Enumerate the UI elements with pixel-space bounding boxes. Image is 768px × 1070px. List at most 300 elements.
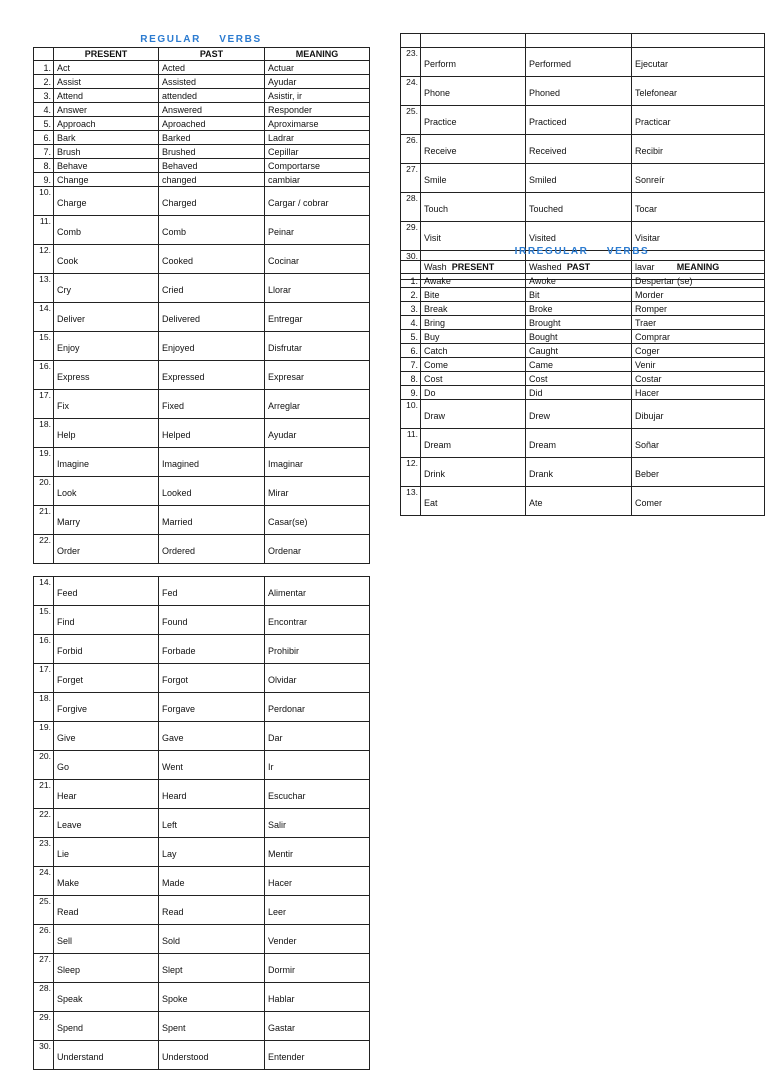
table-row (401, 372, 765, 386)
verb-past: Washed (526, 251, 632, 280)
verb-number: 4. (401, 316, 421, 330)
verb-meaning: Alimentar (265, 577, 370, 606)
verb-past: Behaved (159, 159, 265, 173)
verb-past: Helped (159, 419, 265, 448)
verb-number: 5. (401, 330, 421, 344)
table-row (34, 216, 370, 245)
verb-present: Buy (421, 330, 526, 344)
verb-meaning: Morder (632, 288, 765, 302)
table-row (34, 577, 370, 606)
header-meaning (632, 34, 765, 48)
verb-meaning: Traer (632, 316, 765, 330)
verb-number: 26. (401, 135, 421, 164)
verb-number: 19. (34, 722, 54, 751)
verb-past: Read (159, 896, 265, 925)
verb-number: 11. (34, 216, 54, 245)
verb-present: Find (54, 606, 159, 635)
verb-meaning: Practicar (632, 106, 765, 135)
header-present: PRESENT (421, 261, 526, 274)
verb-number: 25. (401, 106, 421, 135)
verb-number: 29. (401, 222, 421, 251)
table-row (401, 344, 765, 358)
verb-past: Phoned (526, 77, 632, 106)
regular-verbs-title: REGULAR VERBS (140, 34, 262, 45)
table-header-row (401, 34, 765, 48)
verb-number: 26. (34, 925, 54, 954)
verb-number: 1. (34, 61, 54, 75)
verb-present: Catch (421, 344, 526, 358)
table-row (34, 159, 370, 173)
verb-meaning: Comportarse (265, 159, 370, 173)
verb-present: Break (421, 302, 526, 316)
verb-past: Drank (526, 458, 632, 487)
verb-present: Enjoy (54, 332, 159, 361)
verb-number: 15. (34, 606, 54, 635)
table-row (34, 187, 370, 216)
verb-meaning: Mirar (265, 477, 370, 506)
verb-past: Comb (159, 216, 265, 245)
verb-meaning: Salir (265, 809, 370, 838)
verb-present: Speak (54, 983, 159, 1012)
verb-number: 30. (401, 251, 421, 280)
verb-past: Cried (159, 274, 265, 303)
verb-number: 16. (34, 361, 54, 390)
table-header-row (401, 261, 765, 274)
verb-past: Brought (526, 316, 632, 330)
verb-present: Go (54, 751, 159, 780)
verb-number: 9. (401, 386, 421, 400)
table-row (34, 477, 370, 506)
table-header-row (34, 48, 370, 61)
verb-number: 29. (34, 1012, 54, 1041)
verb-meaning: Entender (265, 1041, 370, 1070)
regular-verbs-table (33, 47, 370, 564)
verb-past: Found (159, 606, 265, 635)
verb-meaning: Encontrar (265, 606, 370, 635)
verb-number: 7. (401, 358, 421, 372)
verb-number: 19. (34, 448, 54, 477)
verb-meaning: Mentir (265, 838, 370, 867)
verb-present: Do (421, 386, 526, 400)
verb-past: Spent (159, 1012, 265, 1041)
table-row (34, 361, 370, 390)
verb-meaning: Responder (265, 103, 370, 117)
table-row (34, 664, 370, 693)
verb-past: Gave (159, 722, 265, 751)
verb-meaning: Aproximarse (265, 117, 370, 131)
verb-past: Bit (526, 288, 632, 302)
verb-meaning: Ladrar (265, 131, 370, 145)
verb-present: Behave (54, 159, 159, 173)
verb-past: Went (159, 751, 265, 780)
verb-past: Fixed (159, 390, 265, 419)
verb-meaning: Sonreír (632, 164, 765, 193)
verb-meaning: Ir (265, 751, 370, 780)
verb-meaning: Peinar (265, 216, 370, 245)
verb-number: 17. (34, 390, 54, 419)
verb-number: 13. (34, 274, 54, 303)
verb-present: Receive (421, 135, 526, 164)
header-present: PRESENT (54, 48, 159, 61)
table-row (401, 135, 765, 164)
table-row (34, 780, 370, 809)
verb-present: Help (54, 419, 159, 448)
verb-past: Did (526, 386, 632, 400)
header-past: PAST (526, 261, 632, 274)
verb-meaning: Hablar (265, 983, 370, 1012)
verb-number: 12. (34, 245, 54, 274)
verb-past: Left (159, 809, 265, 838)
table-row (34, 535, 370, 564)
table-row (34, 693, 370, 722)
table-row (34, 867, 370, 896)
verb-number: 20. (34, 477, 54, 506)
verb-past: Fed (159, 577, 265, 606)
verb-number: 1. (401, 274, 421, 288)
verb-present: Bark (54, 131, 159, 145)
table-row (34, 419, 370, 448)
table-row (401, 386, 765, 400)
verb-present: Sell (54, 925, 159, 954)
verb-past: Touched (526, 193, 632, 222)
table-row (34, 103, 370, 117)
verb-present: Spend (54, 1012, 159, 1041)
verb-present: Eat (421, 487, 526, 516)
verb-number: 10. (34, 187, 54, 216)
verb-meaning: Hacer (265, 867, 370, 896)
verb-past: Aproached (159, 117, 265, 131)
table-row (34, 173, 370, 187)
verb-past: Ate (526, 487, 632, 516)
verb-meaning: Ordenar (265, 535, 370, 564)
table-row (401, 302, 765, 316)
table-row (34, 983, 370, 1012)
verb-meaning: Perdonar (265, 693, 370, 722)
table-row (401, 316, 765, 330)
verb-past: Forbade (159, 635, 265, 664)
table-row (34, 117, 370, 131)
table-row (34, 635, 370, 664)
verb-past: Forgave (159, 693, 265, 722)
verb-number: 16. (34, 635, 54, 664)
header-meaning: MEANING (265, 48, 370, 61)
verb-number: 28. (401, 193, 421, 222)
table-row (34, 303, 370, 332)
verb-past: Drew (526, 400, 632, 429)
verb-past: Forgot (159, 664, 265, 693)
verb-meaning: Arreglar (265, 390, 370, 419)
verb-meaning: Romper (632, 302, 765, 316)
verb-present: Come (421, 358, 526, 372)
table-row (34, 274, 370, 303)
verb-meaning: Comprar (632, 330, 765, 344)
verb-meaning: Leer (265, 896, 370, 925)
verb-meaning: Ayudar (265, 419, 370, 448)
verb-meaning: Olvidar (265, 664, 370, 693)
verb-number: 21. (34, 506, 54, 535)
verb-present: Bite (421, 288, 526, 302)
table-row (401, 48, 765, 77)
verb-present: Approach (54, 117, 159, 131)
verb-meaning: Costar (632, 372, 765, 386)
verb-present: Bring (421, 316, 526, 330)
verb-meaning: Cargar / cobrar (265, 187, 370, 216)
table-row (34, 61, 370, 75)
verb-number: 24. (34, 867, 54, 896)
verb-meaning: Telefonear (632, 77, 765, 106)
verb-past: Charged (159, 187, 265, 216)
table-row (401, 330, 765, 344)
table-row (401, 106, 765, 135)
verb-past: Cost (526, 372, 632, 386)
verb-meaning: Hacer (632, 386, 765, 400)
verb-present: Act (54, 61, 159, 75)
verb-present: Forgive (54, 693, 159, 722)
verb-number: 8. (401, 372, 421, 386)
verb-past: Heard (159, 780, 265, 809)
table-row (34, 145, 370, 159)
verb-number: 25. (34, 896, 54, 925)
verb-number: 10. (401, 400, 421, 429)
table-row (401, 274, 765, 288)
verb-meaning: Recibir (632, 135, 765, 164)
verb-past: Performed (526, 48, 632, 77)
verb-present: Perform (421, 48, 526, 77)
verb-past: Expressed (159, 361, 265, 390)
table-row (34, 131, 370, 145)
verb-past: Assisted (159, 75, 265, 89)
verb-present: Change (54, 173, 159, 187)
header-number (34, 48, 54, 61)
verb-present: Marry (54, 506, 159, 535)
verb-number: 4. (34, 103, 54, 117)
header-present (421, 34, 526, 48)
header-past: PAST (159, 48, 265, 61)
table-row (401, 429, 765, 458)
verb-past: Cooked (159, 245, 265, 274)
table-row (401, 358, 765, 372)
table-row (34, 390, 370, 419)
verb-present: Look (54, 477, 159, 506)
header-number (401, 34, 421, 48)
verb-present: Visit (421, 222, 526, 251)
verb-past: Bought (526, 330, 632, 344)
verb-meaning: Despertar (se) (632, 274, 765, 288)
verb-meaning: cambiar (265, 173, 370, 187)
verb-present: Order (54, 535, 159, 564)
table-row (34, 245, 370, 274)
verb-past: changed (159, 173, 265, 187)
verb-number: 5. (34, 117, 54, 131)
verb-number: 3. (34, 89, 54, 103)
verb-past: Lay (159, 838, 265, 867)
verb-number: 2. (401, 288, 421, 302)
table-row (34, 332, 370, 361)
verb-present: Attend (54, 89, 159, 103)
verb-meaning: Venir (632, 358, 765, 372)
verb-present: Cry (54, 274, 159, 303)
verb-meaning: Vender (265, 925, 370, 954)
verb-number: 2. (34, 75, 54, 89)
verb-past: Brushed (159, 145, 265, 159)
verb-meaning: Escuchar (265, 780, 370, 809)
verb-meaning: Actuar (265, 61, 370, 75)
verb-present: Forbid (54, 635, 159, 664)
verb-present: Read (54, 896, 159, 925)
verb-past: Practiced (526, 106, 632, 135)
verb-present: Comb (54, 216, 159, 245)
verb-past: Spoke (159, 983, 265, 1012)
verb-meaning: Cepillar (265, 145, 370, 159)
table-row (34, 75, 370, 89)
verb-past: attended (159, 89, 265, 103)
verb-past: Married (159, 506, 265, 535)
verb-present: Leave (54, 809, 159, 838)
verb-present: Dream (421, 429, 526, 458)
verb-meaning: Ejecutar (632, 48, 765, 77)
verb-past: Ordered (159, 535, 265, 564)
table-row (34, 751, 370, 780)
verb-number: 18. (34, 693, 54, 722)
verb-present: Cook (54, 245, 159, 274)
verb-meaning: Dormir (265, 954, 370, 983)
verb-present: Lie (54, 838, 159, 867)
verb-past: Imagined (159, 448, 265, 477)
verb-present: Forget (54, 664, 159, 693)
table-row (34, 1012, 370, 1041)
header-meaning: MEANING (632, 261, 765, 274)
verb-present: Phone (421, 77, 526, 106)
verb-present: Hear (54, 780, 159, 809)
verb-number: 3. (401, 302, 421, 316)
verb-meaning: Casar(se) (265, 506, 370, 535)
verb-present: Sleep (54, 954, 159, 983)
verb-number: 22. (34, 535, 54, 564)
table-row (34, 722, 370, 751)
verb-number: 17. (34, 664, 54, 693)
verb-meaning: Dar (265, 722, 370, 751)
verb-past: Visited (526, 222, 632, 251)
verb-past: Slept (159, 954, 265, 983)
table-row (34, 954, 370, 983)
verb-present: Imagine (54, 448, 159, 477)
table-row (401, 77, 765, 106)
table-row (34, 809, 370, 838)
verb-number: 15. (34, 332, 54, 361)
irregular-verbs-table (400, 260, 765, 516)
table-row (401, 164, 765, 193)
verb-present: Understand (54, 1041, 159, 1070)
verb-meaning: Imaginar (265, 448, 370, 477)
table-row (34, 925, 370, 954)
verb-past: Received (526, 135, 632, 164)
verb-past: Acted (159, 61, 265, 75)
table-row (34, 1041, 370, 1070)
verb-number: 13. (401, 487, 421, 516)
verb-past: Broke (526, 302, 632, 316)
header-past (526, 34, 632, 48)
verb-number: 12. (401, 458, 421, 487)
verb-past: Understood (159, 1041, 265, 1070)
verb-present: Cost (421, 372, 526, 386)
regular-verbs-table-continued (400, 33, 765, 280)
table-row (401, 288, 765, 302)
verb-meaning: Cocinar (265, 245, 370, 274)
table-row (34, 606, 370, 635)
verb-number: 6. (34, 131, 54, 145)
verb-number: 9. (34, 173, 54, 187)
verb-meaning: Asistir, ir (265, 89, 370, 103)
verb-present: Drink (421, 458, 526, 487)
verb-number: 18. (34, 419, 54, 448)
table-row (34, 838, 370, 867)
verb-present: Awake (421, 274, 526, 288)
verb-past: Smiled (526, 164, 632, 193)
verb-meaning: Llorar (265, 274, 370, 303)
verb-meaning: Expresar (265, 361, 370, 390)
verb-meaning: Entregar (265, 303, 370, 332)
table-row (401, 458, 765, 487)
verb-present: Charge (54, 187, 159, 216)
table-row (34, 506, 370, 535)
verb-meaning: Ayudar (265, 75, 370, 89)
verb-number: 21. (34, 780, 54, 809)
verb-past: Awoke (526, 274, 632, 288)
verb-number: 24. (401, 77, 421, 106)
verb-past: Sold (159, 925, 265, 954)
verb-past: Looked (159, 477, 265, 506)
verb-number: 23. (401, 48, 421, 77)
verb-meaning: Coger (632, 344, 765, 358)
table-row (401, 487, 765, 516)
verb-number: 11. (401, 429, 421, 458)
verb-present: Touch (421, 193, 526, 222)
verb-present: Brush (54, 145, 159, 159)
verb-number: 20. (34, 751, 54, 780)
verb-present: Fix (54, 390, 159, 419)
table-row (34, 896, 370, 925)
verb-present: Assist (54, 75, 159, 89)
irregular-verbs-title: IRREGULAR VERBS (514, 246, 650, 257)
verb-present: Practice (421, 106, 526, 135)
verb-past: Dream (526, 429, 632, 458)
verb-number: 14. (34, 577, 54, 606)
table-row (401, 193, 765, 222)
verb-number: 6. (401, 344, 421, 358)
verb-past: Caught (526, 344, 632, 358)
verb-number: 27. (34, 954, 54, 983)
verb-past: Made (159, 867, 265, 896)
table-row (401, 400, 765, 429)
verb-number: 27. (401, 164, 421, 193)
verb-past: Delivered (159, 303, 265, 332)
verb-number: 7. (34, 145, 54, 159)
verb-past: Enjoyed (159, 332, 265, 361)
verb-number: 30. (34, 1041, 54, 1070)
verb-meaning: Visitar (632, 222, 765, 251)
verb-present: Answer (54, 103, 159, 117)
verb-present: Feed (54, 577, 159, 606)
verb-present: Wash (421, 251, 526, 280)
verb-meaning: Tocar (632, 193, 765, 222)
verb-present: Deliver (54, 303, 159, 332)
verb-past: Came (526, 358, 632, 372)
verb-meaning: Soñar (632, 429, 765, 458)
verb-meaning: Prohibir (265, 635, 370, 664)
table-row (34, 89, 370, 103)
verb-past: Answered (159, 103, 265, 117)
verb-past: Barked (159, 131, 265, 145)
